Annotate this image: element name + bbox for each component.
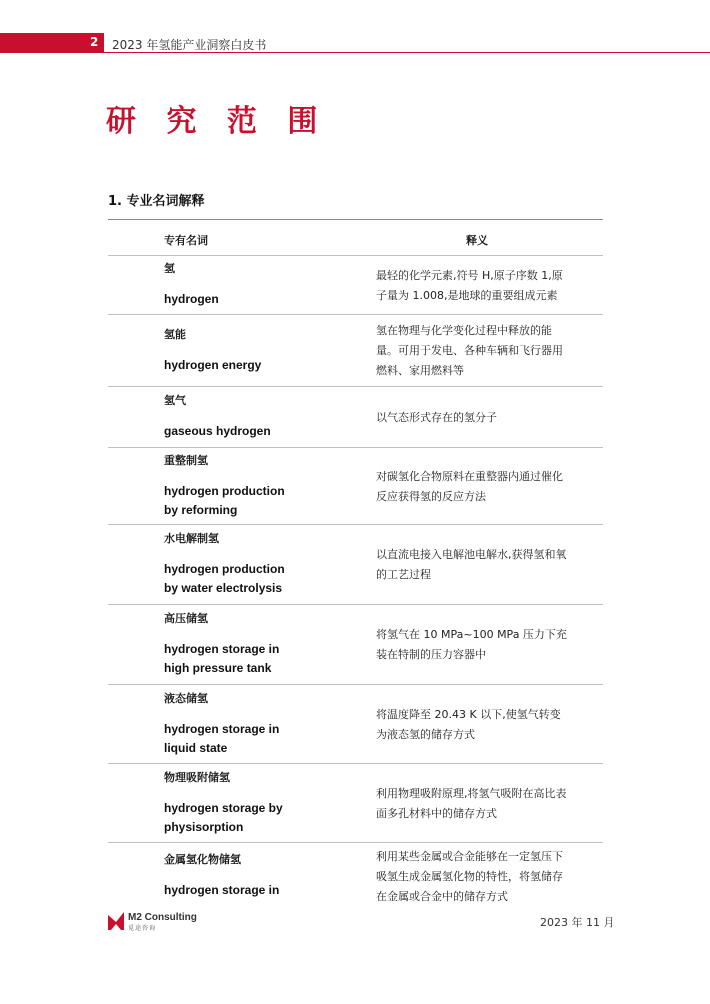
definition-line: 面多孔材料中的储存方式 <box>376 806 497 820</box>
footer-date: 2023 年 11 月 <box>540 916 615 929</box>
definition-cell <box>376 321 588 381</box>
term-zh: 高压储氢 <box>164 612 208 625</box>
term-cell <box>164 853 314 900</box>
term-en: hydrogen production <box>164 562 285 576</box>
definition-line: 反应获得氢的反应方法 <box>376 489 486 503</box>
term-cell <box>164 612 314 678</box>
term-zh: 氢能 <box>164 327 186 341</box>
table-row <box>108 604 603 684</box>
definition-cell <box>376 545 588 585</box>
table-row <box>108 524 603 604</box>
logo-subtext: 觅途咨询 <box>128 925 157 932</box>
definition-line: 利用物理吸附原理,将氢气吸附在高比表 <box>376 786 567 800</box>
definition-cell <box>376 847 588 907</box>
column-header-term: 专有名词 <box>164 234 208 247</box>
page-number: 2 <box>90 35 99 49</box>
definition-cell <box>376 784 588 824</box>
table-row <box>108 447 603 524</box>
running-header <box>0 33 710 53</box>
term-en: hydrogen production <box>164 483 285 498</box>
term-cell <box>164 532 314 598</box>
definition-cell <box>376 705 588 745</box>
term-en: hydrogen storage in <box>164 721 280 736</box>
logo-text: M2 Consulting <box>128 912 197 923</box>
document-title: 2023 年氢能产业洞察白皮书 <box>112 38 267 52</box>
definition-line: 氢在物理与化学变化过程中释放的能 <box>376 324 552 337</box>
term-cell <box>164 454 314 520</box>
term-en: liquid state <box>164 740 228 755</box>
table-header-row <box>108 219 603 255</box>
definition-line: 燃料、家用燃料等 <box>376 364 464 377</box>
header-accent-block <box>0 33 104 53</box>
term-en: hydrogen <box>164 292 219 306</box>
term-en: hydrogen energy <box>164 357 262 372</box>
subsection-title: 1. 专业名词解释 <box>108 194 205 209</box>
footer-logo <box>108 912 238 932</box>
definition-line: 将温度降至 20.43 K 以下,使氢气转变 <box>376 707 561 721</box>
term-en: by water electrolysis <box>164 581 283 595</box>
definition-line: 以气态形式存在的氢分子 <box>376 410 497 424</box>
definition-line: 对碳氢化合物原料在重整器内通过催化 <box>376 469 563 483</box>
definition-line: 将氢气在 10 MPa~100 MPa 压力下充 <box>376 628 567 641</box>
term-en: by reforming <box>164 502 238 517</box>
term-cell <box>164 262 314 309</box>
term-zh: 水电解制氢 <box>164 532 219 545</box>
definition-line: 子量为 1.008,是地球的重要组成元素 <box>376 288 558 302</box>
definition-line: 为液态氢的储存方式 <box>376 727 475 741</box>
m2-logo-icon <box>108 912 124 930</box>
term-zh: 金属氢化物储氢 <box>164 852 241 866</box>
term-en: gaseous hydrogen <box>164 424 271 438</box>
definition-line: 量。可用于发电、各种车辆和飞行器用 <box>376 344 563 357</box>
definition-cell <box>376 625 588 665</box>
term-zh: 物理吸附储氢 <box>164 770 230 784</box>
definition-cell <box>376 467 588 507</box>
term-cell <box>164 394 314 441</box>
term-zh: 氢气 <box>164 394 186 407</box>
term-en: hydrogen storage in <box>164 882 280 897</box>
definition-cell <box>376 408 588 428</box>
term-en: hydrogen storage by <box>164 800 283 815</box>
term-en: physisorption <box>164 819 244 834</box>
term-zh: 液态储氢 <box>164 691 208 705</box>
definition-line: 吸氢生成金属氢化物的特性，将氢储存 <box>376 870 563 883</box>
column-header-definition: 释义 <box>466 234 488 247</box>
glossary-table <box>108 219 603 908</box>
definition-line: 最轻的化学元素,符号 H,原子序数 1,原 <box>376 268 563 282</box>
term-cell <box>164 328 314 375</box>
definition-line: 装在特制的压力容器中 <box>376 648 486 661</box>
term-cell <box>164 692 314 758</box>
definition-line: 以直流电接入电解池电解水,获得氢和氧 <box>376 548 567 561</box>
definition-line: 在金属或合金中的储存方式 <box>376 890 508 903</box>
term-cell <box>164 771 314 837</box>
table-row <box>108 763 603 842</box>
table-row <box>108 386 603 447</box>
section-title: 研 究 范 围 <box>106 104 328 139</box>
table-row <box>108 842 603 908</box>
term-zh: 氢 <box>164 262 175 275</box>
definition-cell <box>376 266 588 306</box>
table-row <box>108 684 603 763</box>
definition-line: 利用某些金属或合金能够在一定氢压下 <box>376 850 563 863</box>
term-en: high pressure tank <box>164 661 272 675</box>
definition-line: 的工艺过程 <box>376 568 431 581</box>
table-row <box>108 314 603 386</box>
table-row <box>108 255 603 314</box>
term-zh: 重整制氢 <box>164 453 208 467</box>
term-en: hydrogen storage in <box>164 642 280 656</box>
